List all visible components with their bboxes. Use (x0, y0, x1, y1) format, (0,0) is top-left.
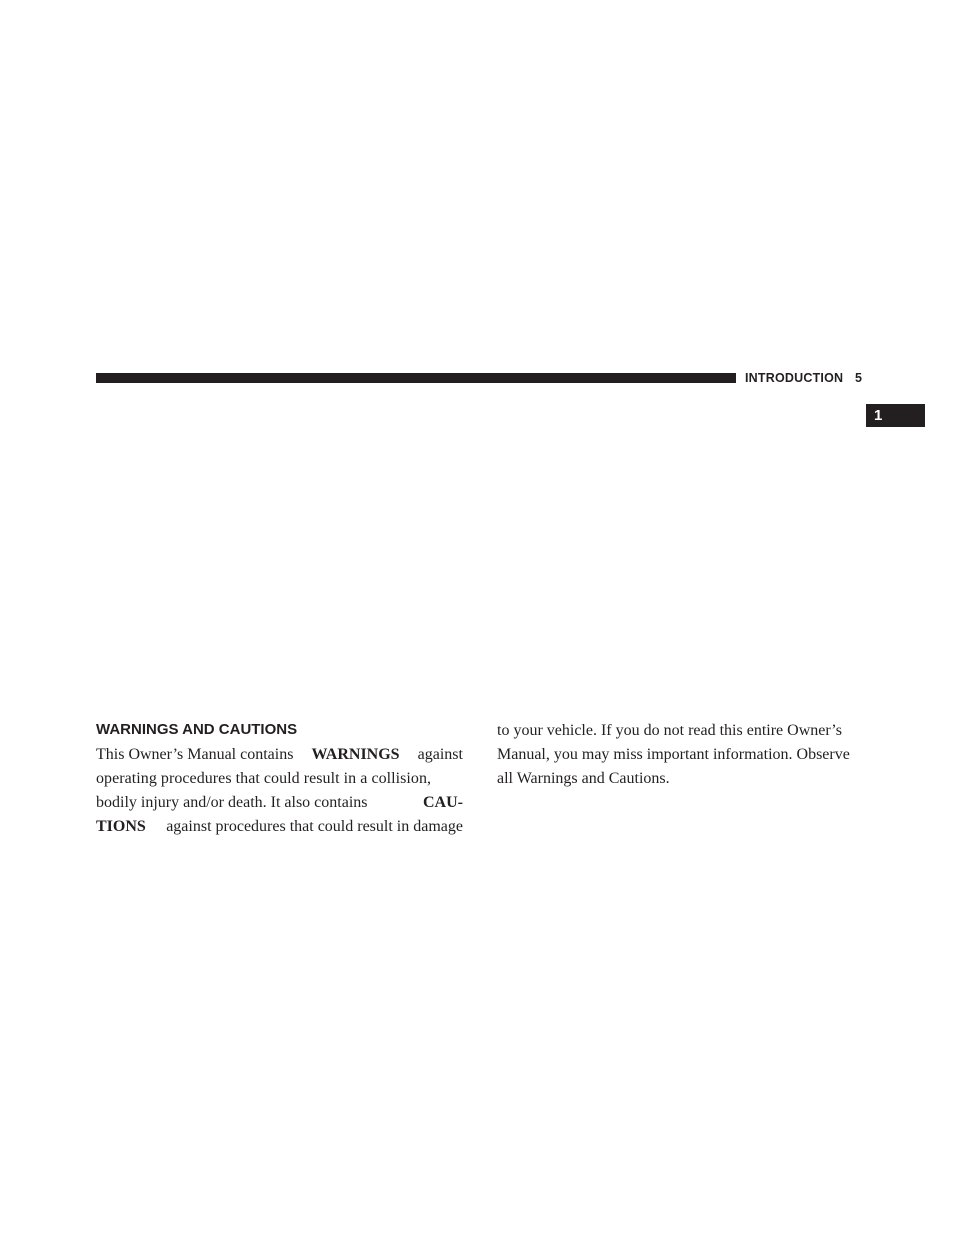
chapter-tab-number: 1 (874, 407, 883, 424)
paragraph-line (96, 815, 463, 839)
chapter-tab (866, 404, 925, 427)
section-heading: WARNINGS AND CAUTIONS (96, 721, 298, 738)
cautions-emphasis: CAU- (423, 794, 463, 811)
page-number: 5 (855, 371, 862, 385)
line-text: against (417, 746, 463, 763)
paragraph-line: Manual, you may miss important information. Observe (497, 746, 850, 763)
right-column (497, 719, 863, 791)
warnings-emphasis: WARNINGS (311, 746, 400, 763)
header-rule (96, 373, 736, 383)
line-text: This Owner’s Manual contains (96, 746, 294, 763)
left-column (96, 743, 463, 839)
line-text: bodily injury and/or death. It also contains (96, 794, 368, 811)
paragraph-line (96, 791, 463, 815)
paragraph-line: operating procedures that could result in a collision, (96, 770, 432, 787)
running-header-section: INTRODUCTION (745, 371, 844, 385)
paragraph-line (96, 743, 463, 767)
paragraph-line: to your vehicle. If you do not read this entire Owner’s (497, 722, 842, 739)
cautions-emphasis-continued: TIONS (96, 818, 146, 835)
line-text: against procedures that could result in damage (166, 818, 463, 835)
paragraph-line: all Warnings and Cautions. (497, 770, 670, 787)
